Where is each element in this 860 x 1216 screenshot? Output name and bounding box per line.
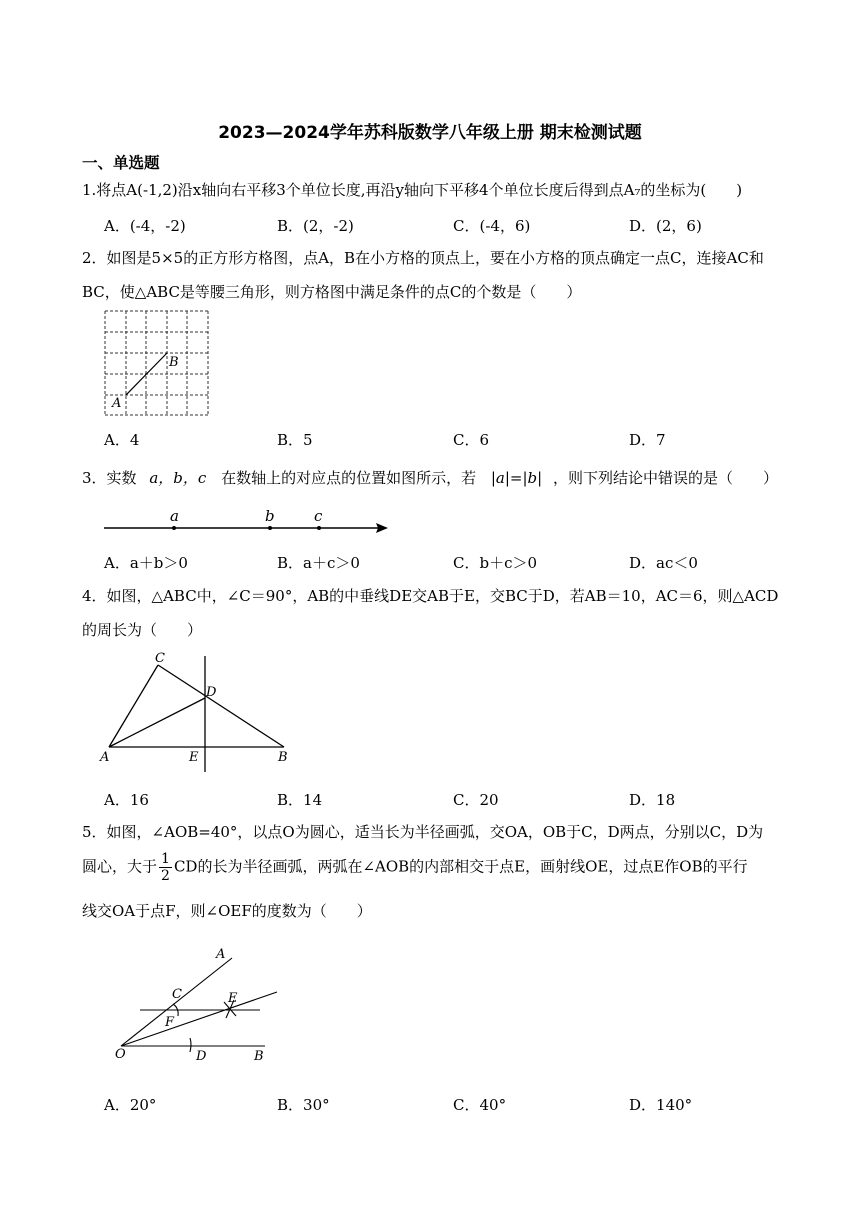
q5-option-d: D．140°	[629, 1096, 693, 1114]
q4-stem-line1: 4．如图，△ABC中，∠C＝90°，AB的中垂线DE交AB于E，交BC于D，若AB＝10，AC＝6，则△ACD	[82, 587, 779, 605]
q5-option-c: C．40°	[453, 1096, 507, 1114]
q2-option-c: C．6	[453, 431, 490, 449]
q2-stem-line2: BC，使△ABC是等腰三角形，则方格图中满足条件的点C的个数是（ ）	[82, 283, 582, 301]
q3-option-b: B．a＋c＞0	[277, 554, 360, 572]
q2-grid-figure	[100, 308, 215, 420]
q3-label-b: b	[265, 507, 275, 525]
q5-option-b: B．30°	[277, 1096, 330, 1114]
q5-label-f: F	[165, 1015, 175, 1030]
q1-option-a: A．(-4，-2)	[104, 217, 186, 235]
q3-stem-abs: |a|=|b|	[490, 469, 543, 487]
q5-label-o: O	[115, 1047, 126, 1062]
q3-number-line	[100, 505, 395, 540]
q2-label-b: B	[169, 355, 179, 370]
q3-option-c: C．b＋c＞0	[453, 554, 538, 572]
q1-option-c: C．(-4，6)	[453, 217, 531, 235]
q4-triangle-figure	[98, 648, 298, 776]
q5-stem-line2-post: CD的长为半径画弧，两弧在∠AOB的内部相交于点E，画射线OE，过点E作OB的平行	[173, 857, 748, 876]
q3-stem-mid: 在数轴上的对应点的位置如图所示，若	[221, 469, 477, 487]
q3-option-d: D．ac＜0	[629, 554, 698, 572]
q5-label-e: E	[228, 991, 238, 1006]
q4-label-c: C	[155, 651, 165, 666]
q5-stem-line2-pre: 圆心，大于	[82, 857, 158, 876]
q4-label-b: B	[278, 750, 288, 765]
q5-option-a: A．20°	[104, 1096, 157, 1114]
q4-option-b: B．14	[277, 791, 323, 809]
q3-option-a: A．a＋b＞0	[104, 554, 188, 572]
q5-label-b: B	[254, 1049, 264, 1064]
q5-fraction-denominator: 2	[161, 868, 170, 884]
section-heading: 一、单选题	[82, 154, 160, 172]
q5-stem-line2	[82, 851, 748, 884]
q4-option-d: D．18	[629, 791, 676, 809]
q1-option-b: B．(2，-2)	[277, 217, 354, 235]
q5-angle-figure	[108, 940, 283, 1065]
q5-stem-line3: 线交OA于点F，则∠OEF的度数为（ ）	[82, 902, 372, 920]
q4-option-a: A．16	[104, 791, 149, 809]
page-title: 2023—2024学年苏科版数学八年级上册 期末检测试题	[218, 123, 642, 143]
q2-option-a: A．4	[104, 431, 140, 449]
q2-stem-line1: 2．如图是5×5的正方形方格图，点A，B在小方格的顶点上，要在小方格的顶点确定一点C，连接AC和	[82, 249, 764, 267]
q3-stem-post: ，则下列结论中错误的是（ ）	[552, 469, 778, 487]
q4-label-a: A	[100, 750, 110, 765]
q3-stem	[82, 468, 778, 488]
q5-label-c: C	[172, 987, 182, 1002]
q4-label-e: E	[189, 750, 199, 765]
q3-stem-pre: 3．实数	[82, 469, 137, 487]
q3-label-c: c	[314, 507, 323, 525]
q4-label-d: D	[206, 685, 217, 700]
q1-option-d: D．(2，6)	[629, 217, 702, 235]
q3-label-a: a	[170, 507, 179, 525]
q3-stem-vars: a，b，c	[149, 469, 207, 487]
q5-stem-line1: 5．如图，∠AOB=40°，以点O为圆心，适当长为半径画弧，交OA，OB于C，D两点，分别以C，D为	[82, 823, 764, 841]
q2-option-d: D．7	[629, 431, 666, 449]
q4-option-c: C．20	[453, 791, 499, 809]
q5-fraction-numerator: 1	[161, 851, 170, 867]
q1-stem: 1.将点A(-1,2)沿x轴向右平移3个单位长度,再沿y轴向下平移4个单位长度后得到点A₇的坐标为( )	[82, 181, 743, 199]
q5-label-d: D	[196, 1049, 207, 1064]
q2-option-b: B．5	[277, 431, 313, 449]
q4-stem-line2: 的周长为（ ）	[82, 621, 203, 639]
q2-label-a: A	[112, 396, 122, 411]
q5-fraction	[159, 851, 172, 884]
q5-label-a: A	[216, 947, 226, 962]
